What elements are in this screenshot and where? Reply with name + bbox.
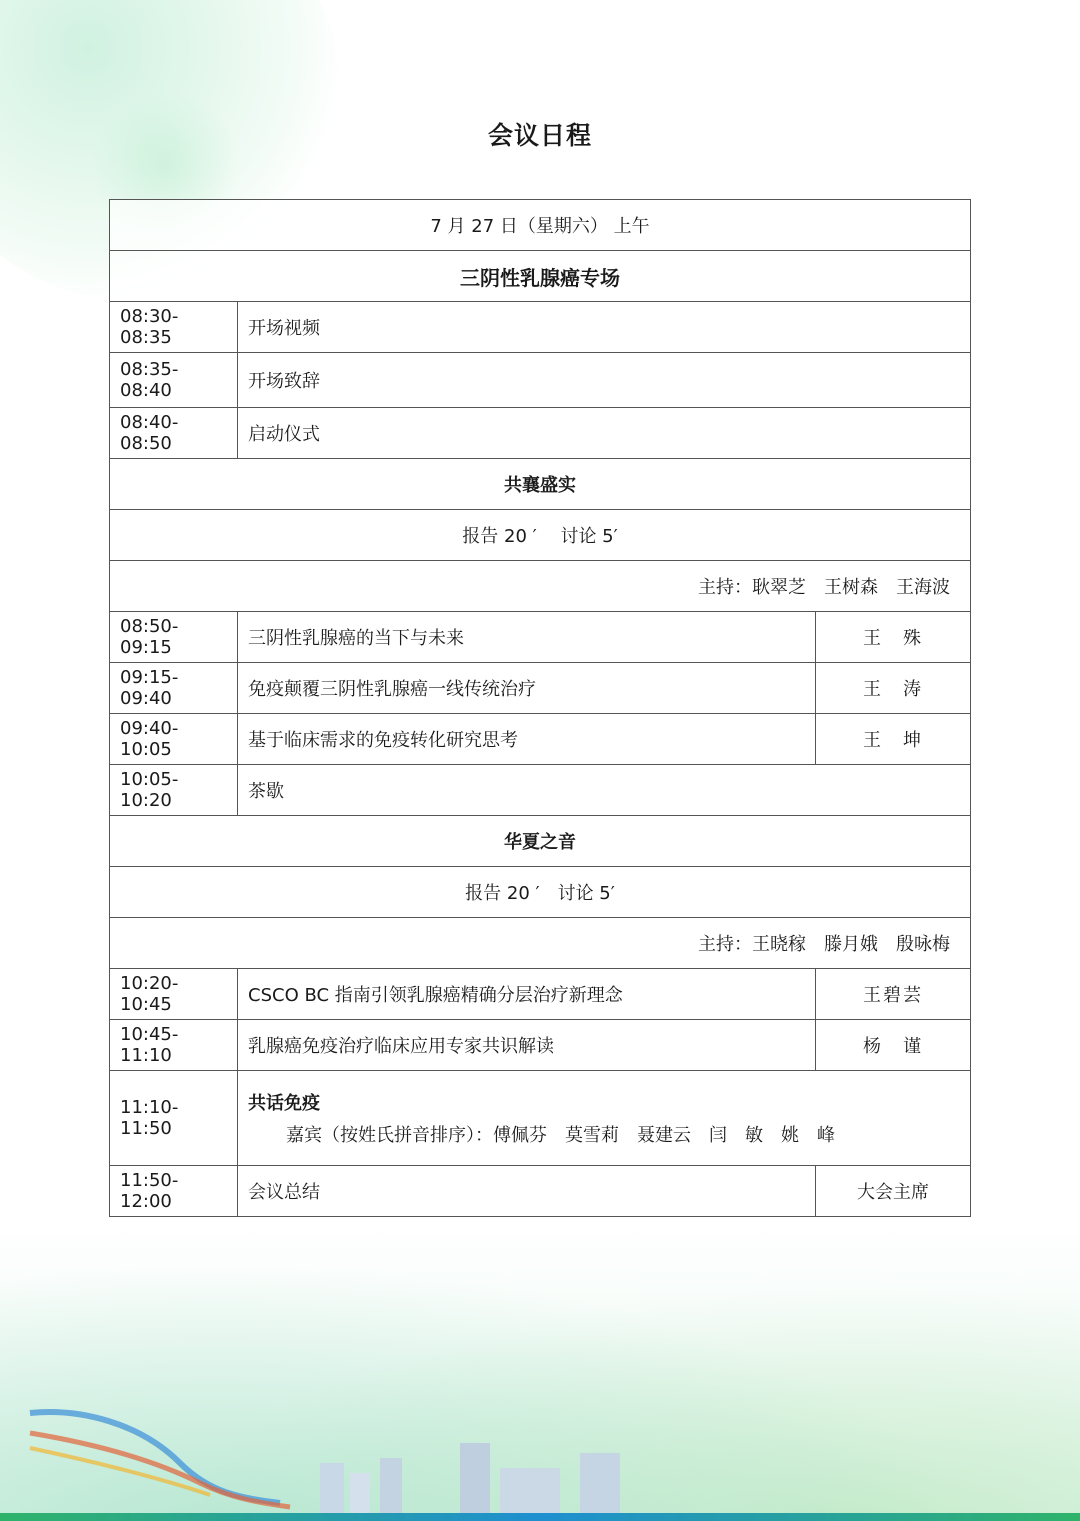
time-cell: 08:40-08:50 — [110, 408, 238, 459]
agenda-table — [109, 199, 971, 1217]
time-cell: 10:05-10:20 — [110, 765, 238, 816]
topic-cell: 乳腺癌免疫治疗临床应用专家共识解读 — [238, 1020, 816, 1071]
time-cell: 08:50-09:15 — [110, 612, 238, 663]
section-format-row — [110, 867, 971, 918]
speaker-cell: 杨 谨 — [816, 1020, 971, 1071]
table-row — [110, 1020, 971, 1071]
session-title: 三阴性乳腺癌专场 — [110, 251, 971, 302]
table-row — [110, 408, 971, 459]
section-format: 报告 20 ′ 讨论 5′ — [110, 510, 971, 561]
time-cell: 08:30-08:35 — [110, 302, 238, 353]
table-row — [110, 969, 971, 1020]
speaker-cell: 王碧芸 — [816, 969, 971, 1020]
section-title: 华夏之音 — [110, 816, 971, 867]
speaker-cell: 王 殊 — [816, 612, 971, 663]
time-cell: 10:20-10:45 — [110, 969, 238, 1020]
table-row — [110, 714, 971, 765]
table-row — [110, 353, 971, 408]
panel-row — [110, 1071, 971, 1166]
page-title: 会议日程 — [487, 121, 592, 150]
table-row — [110, 765, 971, 816]
day-header-row — [110, 200, 971, 251]
time-cell: 11:10-11:50 — [110, 1071, 238, 1166]
table-row — [110, 302, 971, 353]
item-cell: 茶歇 — [238, 765, 971, 816]
section-format-row — [110, 510, 971, 561]
topic-cell: 免疫颠覆三阴性乳腺癌一线传统治疗 — [238, 663, 816, 714]
section-title-row — [110, 816, 971, 867]
guests-label: 嘉宾（按姓氏拼音排序）： — [286, 1125, 493, 1146]
table-row — [110, 612, 971, 663]
speaker-cell: 王 涛 — [816, 663, 971, 714]
panel-cell — [238, 1071, 971, 1166]
bottom-color-strip — [0, 1513, 1080, 1521]
section-title-row — [110, 459, 971, 510]
session-title-row — [110, 251, 971, 302]
panel-guests — [248, 1121, 960, 1147]
time-cell: 11:50-12:00 — [110, 1166, 238, 1217]
time-cell: 10:45-11:10 — [110, 1020, 238, 1071]
section-chairs: 主持：耿翠芝 王树森 王海波 — [110, 561, 971, 612]
city-skyline-illustration — [20, 1403, 660, 1513]
speaker-cell: 王 坤 — [816, 714, 971, 765]
section-format: 报告 20 ′ 讨论 5′ — [110, 867, 971, 918]
time-cell: 08:35-08:40 — [110, 353, 238, 408]
table-row — [110, 1166, 971, 1217]
time-cell: 09:15-09:40 — [110, 663, 238, 714]
guests-list: 傅佩芬 莫雪莉 聂建云 闫 敏 姚 峰 — [493, 1125, 835, 1146]
topic-cell: CSCO BC 指南引领乳腺癌精确分层治疗新理念 — [238, 969, 816, 1020]
time-cell: 09:40-10:05 — [110, 714, 238, 765]
section-chairs: 主持：王晓稼 滕月娥 殷咏梅 — [110, 918, 971, 969]
speaker-cell: 大会主席 — [816, 1166, 971, 1217]
item-cell: 开场致辞 — [238, 353, 971, 408]
topic-cell: 三阴性乳腺癌的当下与未来 — [238, 612, 816, 663]
item-cell: 启动仪式 — [238, 408, 971, 459]
topic-cell: 基于临床需求的免疫转化研究思考 — [238, 714, 816, 765]
section-title: 共襄盛实 — [110, 459, 971, 510]
section-chairs-row — [110, 561, 971, 612]
panel-title: 共话免疫 — [248, 1093, 320, 1114]
item-cell: 会议总结 — [238, 1166, 816, 1217]
table-row — [110, 663, 971, 714]
day-header: 7 月 27 日（星期六） 上午 — [110, 200, 971, 251]
section-chairs-row — [110, 918, 971, 969]
item-cell: 开场视频 — [238, 302, 971, 353]
